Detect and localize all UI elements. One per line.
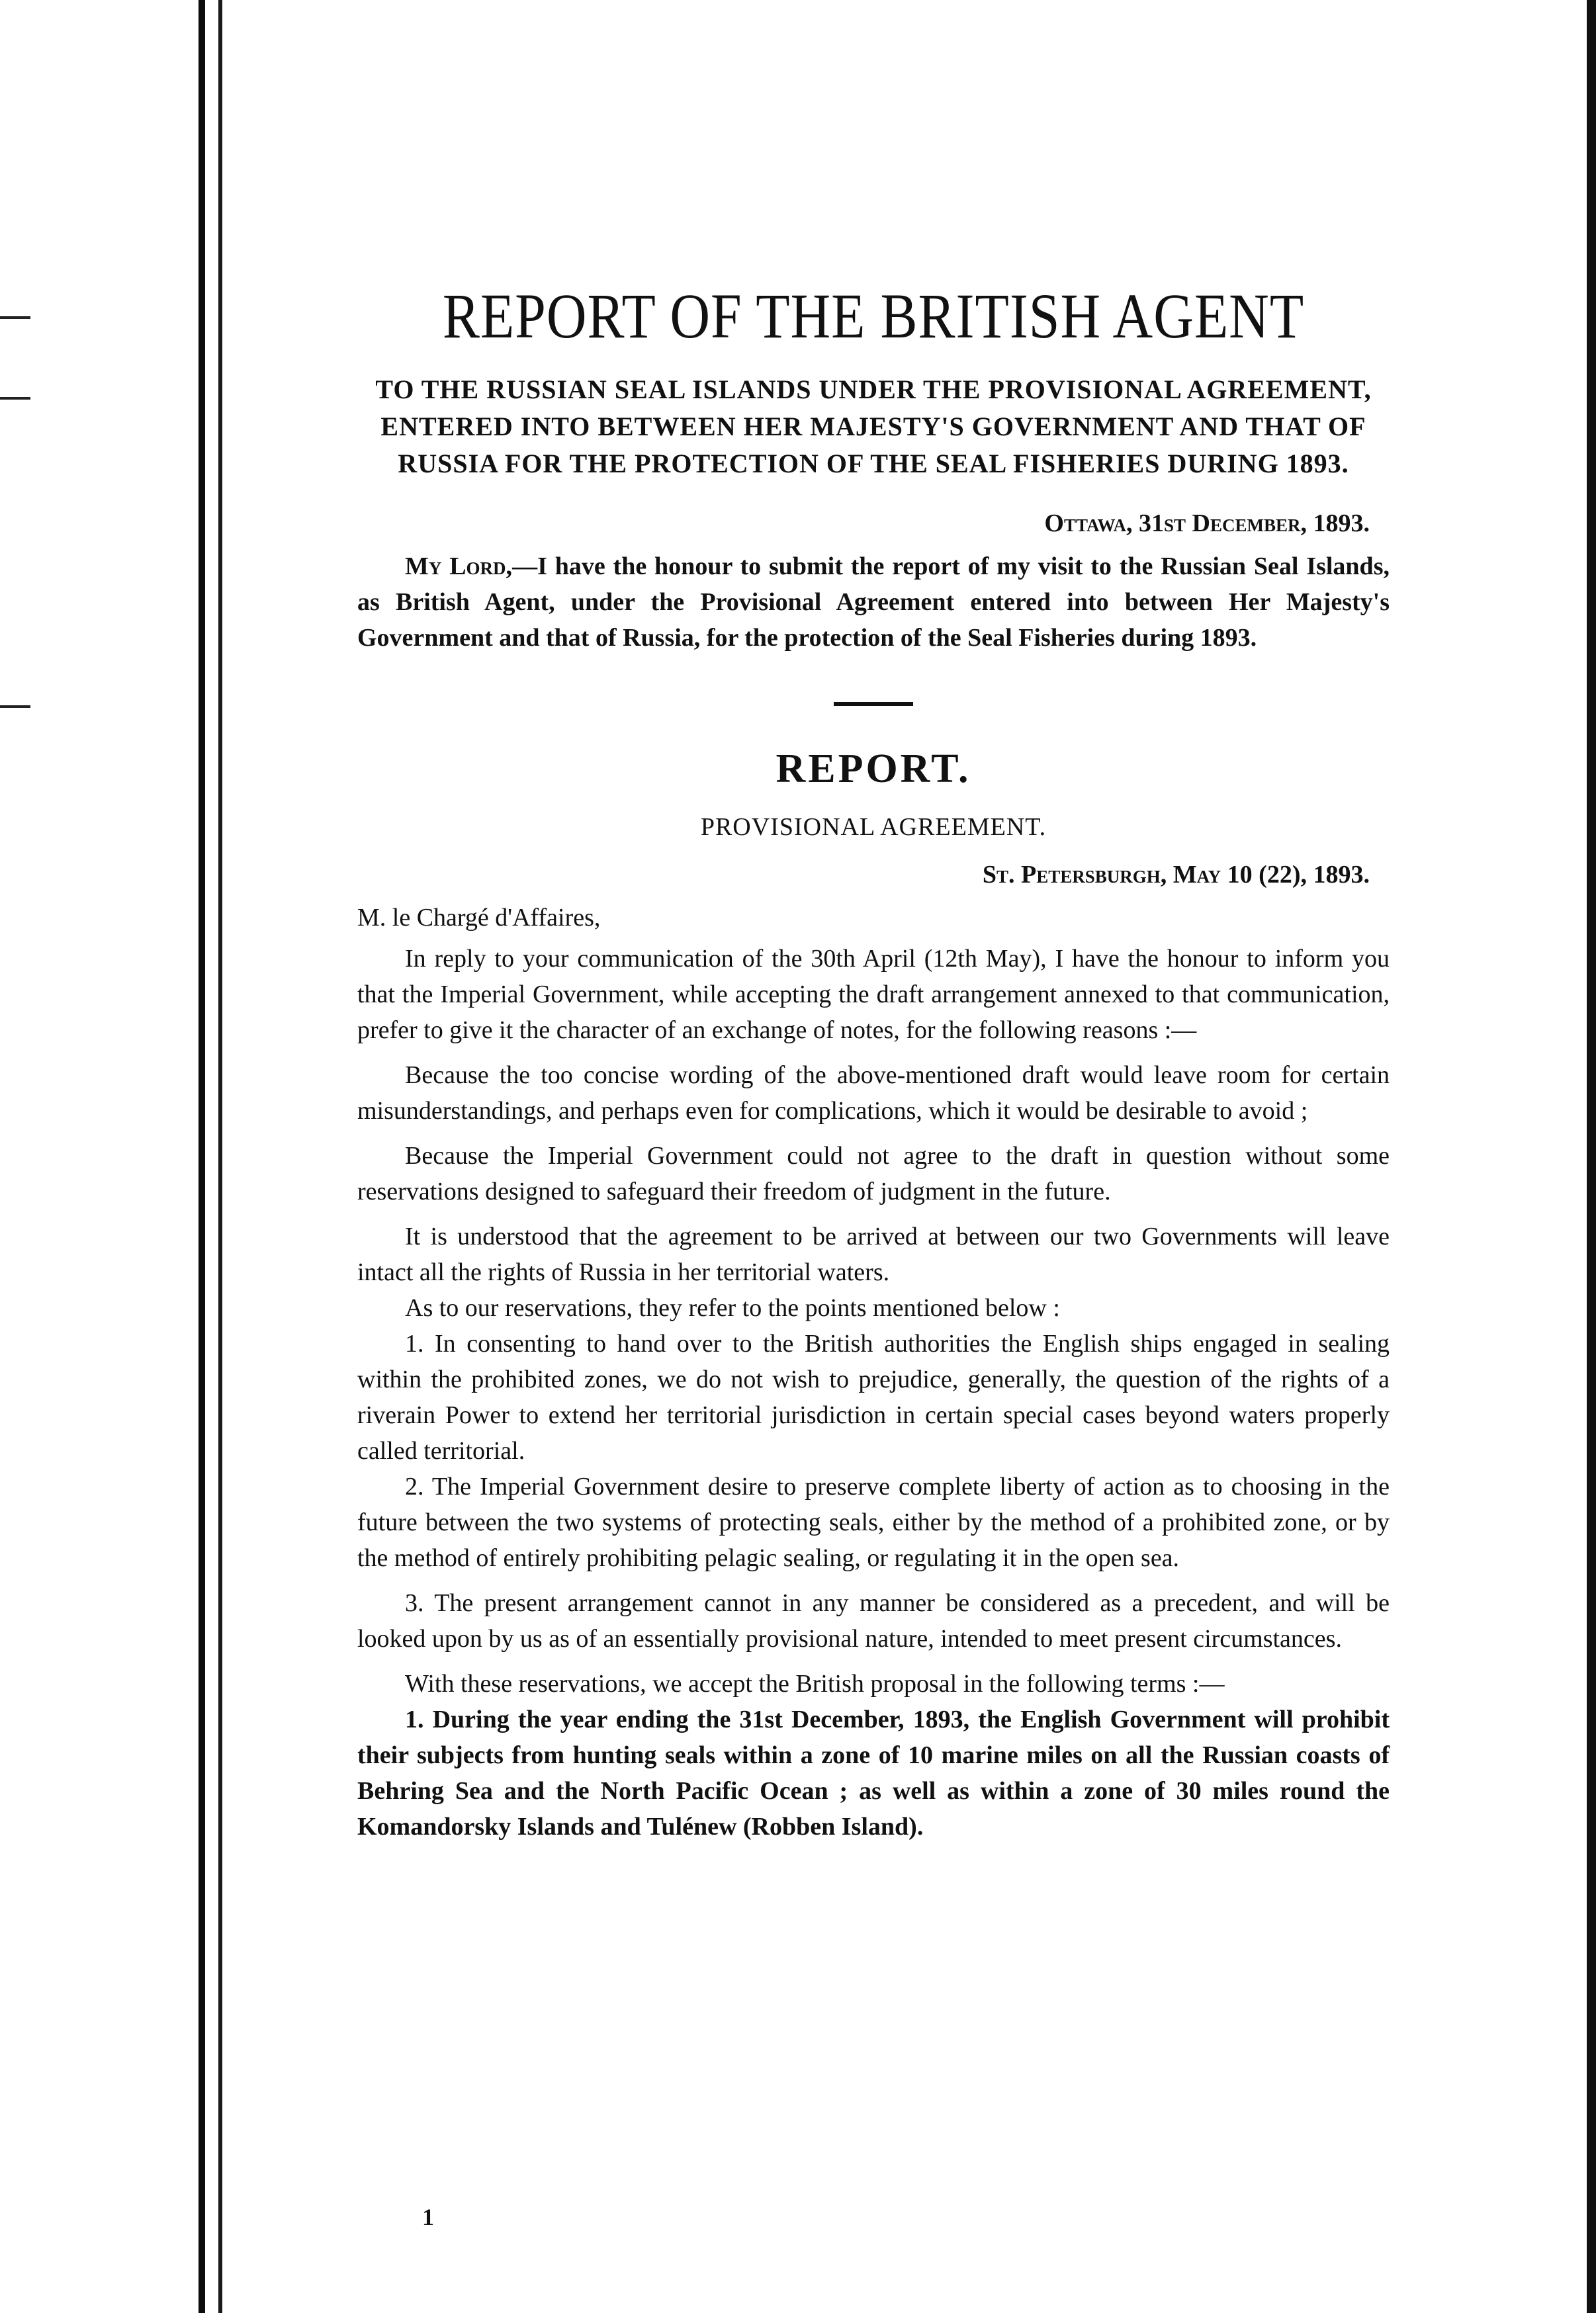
facing-page-margin [0, 0, 205, 2313]
page-number: 1 [422, 2204, 434, 2230]
edge-mark [0, 397, 30, 400]
edge-mark [0, 705, 30, 708]
report-title: REPORT OF THE BRITISH AGENT [442, 281, 1305, 352]
edge-mark [0, 316, 30, 319]
paragraph: It is understood that the agreement to be arrived at between our two Governments will leave intact all the rights of Russia in her territorial waters. [357, 1223, 1390, 1286]
report-heading: REPORT. [776, 746, 971, 791]
reservation-item: 3. The present arrangement cannot in any manner be considered as a precedent, and will be looked upon by us as of an essentially provisional nature, intended to meet present circumstances. [357, 1589, 1390, 1653]
paragraph: In reply to your communication of the 30th April (12th May), I have the honour to inform you that the Imperial Government, while accepting the draft arrangement annexed to that communication, prefer to give it the character of an exchange of notes, for the following reasons :— [357, 945, 1390, 1044]
reservation-item: 2. The Imperial Government desire to preserve complete liberty of action as to choosing in the future between the two systems of protecting seals, either by the method of a prohibited zone, or by the method of entirely prohibiting pelagic sealing, or regulating it in the open sea. [357, 1473, 1390, 1572]
paragraph: As to our reservations, they refer to the points mentioned below : [405, 1294, 1060, 1322]
document-content [357, 281, 1390, 1845]
scan-edge [1587, 0, 1596, 2313]
salutation-lead: My Lord, [405, 552, 513, 580]
paragraph: With these reservations, we accept the British proposal in the following terms :— [405, 1670, 1225, 1698]
paragraph: Because the Imperial Government could not agree to the draft in question without some reservations designed to safeguard their freedom of judgment in the future. [357, 1142, 1390, 1205]
agreement-heading: PROVISIONAL AGREEMENT. [700, 813, 1047, 841]
letter-dateline: Ottawa, 31st December, 1893. [1044, 509, 1370, 537]
section-divider [834, 702, 913, 706]
agreement-term: 1. During the year ending the 31st December, 1893, the English Government will prohibit their subjects from hunting seals within a zone of 10 marine miles on all the Russian coasts of Behring Sea and the North Pacific Ocean ; as well as within a zone of 30 miles round the Komandorsky Islands and Tulénew (Robben Island). [357, 1706, 1390, 1841]
agreement-salutation: M. le Chargé d'Affaires, [357, 904, 601, 932]
agreement-dateline: St. Petersburgh, May 10 (22), 1893. [982, 861, 1370, 889]
cover-letter [357, 548, 1390, 656]
cover-letter-body: —I have the honour to submit the report of my visit to the Russian Seal Islands, as British Agent, under the Provisional Agreement entered into between Her Majesty's Government and that of Russia, for the protection of the Seal Fisheries during 1893. [357, 552, 1390, 652]
reservation-item: 1. In consenting to hand over to the British authorities the English ships engaged in sealing within the prohibited zones, we do not wish to prejudice, generally, the question of the rights of a riverain Power to extend her territorial jurisdiction in certain special cases beyond waters properly called territorial. [357, 1330, 1390, 1465]
paragraph: Because the too concise wording of the above-mentioned draft would leave room for certain misunderstandings, and perhaps even for complications, which it would be desirable to avoid ; [357, 1061, 1390, 1125]
report-subtitle: TO THE RUSSIAN SEAL ISLANDS UNDER THE PROVISIONAL AGREEMENT, ENTERED INTO BETWEEN HER MAJESTY'S GOVERNMENT AND THAT OF RUSSIA FOR THE PROTECTION OF THE SEAL FISHERIES DURING 1893. [375, 374, 1372, 478]
